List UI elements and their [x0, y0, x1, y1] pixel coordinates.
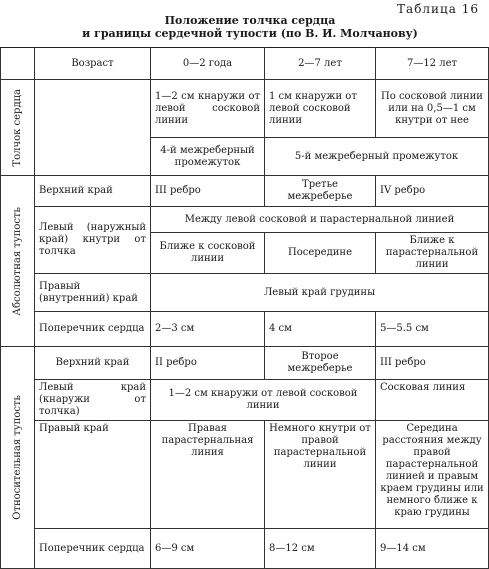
- header-age: Возраст: [35, 48, 151, 80]
- relative-diam-c2: 8—12 см: [265, 529, 376, 569]
- absolute-left-c3: Ближе к парастернальной линии: [376, 233, 489, 274]
- relative-upper-c1: II ребро: [151, 347, 265, 380]
- relative-row-left: [1, 380, 489, 421]
- absolute-upper-c1: III ребро: [151, 176, 265, 207]
- title-line-1: Положение толчка сердца: [164, 14, 336, 27]
- relative-upper-c3: III ребро: [376, 347, 489, 380]
- absolute-row-upper: [1, 176, 489, 207]
- header-empty-cell: [1, 48, 35, 80]
- relative-diam-c1: 6—9 см: [151, 529, 265, 569]
- absolute-upper-c2: Третье межреберье: [265, 176, 376, 207]
- absolute-diam-c2: 4 см: [265, 312, 376, 347]
- relative-left-c3: Сосковая линия: [376, 380, 489, 421]
- group-label-absolute: Абсолютная тупость: [1, 176, 35, 347]
- tolchok-c1: 1—2 см кнаружи от левой сосковой линии: [151, 80, 265, 138]
- relative-row-upper: [1, 347, 489, 380]
- title-line-2: и границы сердечной тупости (по В. И. Молчанову): [82, 27, 418, 40]
- absolute-left-common: Между левой сосковой и парастернальной линией: [151, 207, 489, 233]
- header-col-0-2: 0—2 года: [151, 48, 265, 80]
- absolute-diam-label: Поперечник сердца: [35, 312, 151, 347]
- absolute-upper-c3: IV ребро: [376, 176, 489, 207]
- relative-right-label: Правый край: [35, 421, 151, 529]
- header-row: [1, 48, 489, 80]
- absolute-row-right: [1, 274, 489, 312]
- absolute-left-label: Левый (наружный край) кнутри от толчка: [35, 207, 151, 274]
- absolute-upper-label: Верхний край: [35, 176, 151, 207]
- absolute-right-label: Правый (внутренний) край: [35, 274, 151, 312]
- group-label-relative: Относительная тупость: [1, 347, 35, 569]
- relative-diam-label: Поперечник сердца: [35, 529, 151, 569]
- absolute-diam-c3: 5—5.5 см: [376, 312, 489, 347]
- relative-diam-c3: 9—14 см: [376, 529, 489, 569]
- absolute-left-c1: Ближе к сосковой линии: [151, 233, 265, 274]
- tolchok-space-1: 4-й межреберный промежуток: [151, 138, 265, 176]
- table-title: [40, 14, 460, 40]
- tolchok-space-2: 5-й межреберный промежуток: [265, 138, 489, 176]
- relative-right-c2: Немного кнутри от правой парастернальной линии: [265, 421, 376, 529]
- relative-row-diameter: [1, 529, 489, 569]
- header-col-2-7: 2—7 лет: [265, 48, 376, 80]
- heart-boundaries-table: [0, 47, 489, 569]
- table-number: Таблица 16: [397, 2, 479, 16]
- relative-right-c1: Правая парастернальная линия: [151, 421, 265, 529]
- relative-left-c12: 1—2 см кнаружи от левой сосковой линии: [151, 380, 376, 421]
- relative-right-c3: Середина расстояния между правой парастернальной линией и правым краем грудины или немного ближе к краю грудины: [376, 421, 489, 529]
- header-col-7-12: 7—12 лет: [376, 48, 489, 80]
- absolute-row-diameter: [1, 312, 489, 347]
- absolute-diam-c1: 2—3 см: [151, 312, 265, 347]
- tolchok-label-cell: [35, 80, 151, 176]
- tolchok-c2: 1 см кнаружи от левой сосковой линии: [265, 80, 376, 138]
- tolchok-row-position: [1, 80, 489, 138]
- relative-row-right: [1, 421, 489, 529]
- tolchok-c3: По сосковой линии или на 0,5—1 см кнутри от нее: [376, 80, 489, 138]
- absolute-right-common: Левый край грудины: [151, 274, 489, 312]
- absolute-left-c2: Посередине: [265, 233, 376, 274]
- relative-upper-c2: Второе межреберье: [265, 347, 376, 380]
- relative-upper-label: Верхний край: [35, 347, 151, 380]
- relative-left-label: Левый край (кнаружи от толчка): [35, 380, 151, 421]
- absolute-row-left-common: [1, 207, 489, 233]
- group-label-tolchok: Толчок сердца: [1, 80, 35, 176]
